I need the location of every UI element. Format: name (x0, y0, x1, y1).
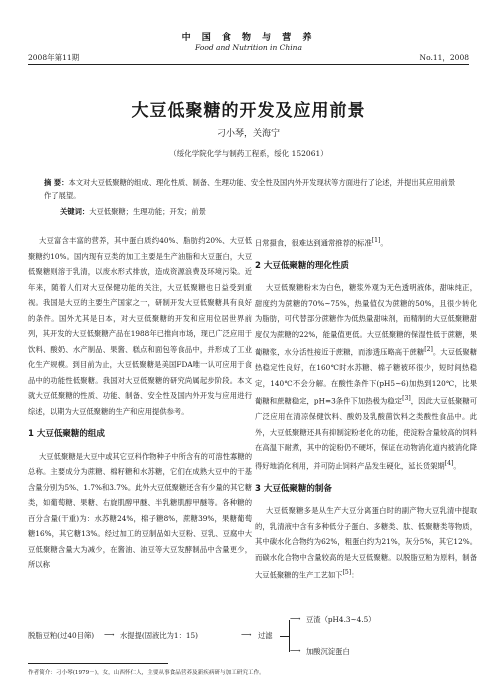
citation-ref: [5] (342, 569, 352, 577)
keywords (60, 207, 206, 217)
citation-ref: [3] (402, 395, 411, 403)
keywords-text: 大豆低聚糖；生理功能；开发；前景 (89, 207, 206, 216)
section-heading-3: 3 大豆低聚糖的制备 (255, 483, 332, 494)
right-column (255, 233, 477, 583)
keywords-label: 关键词： (60, 207, 90, 216)
flow-output-protein: 加酸沉淀蛋白 (306, 647, 350, 656)
properties-text-c: ，因此大豆低聚糖可广泛应用在清凉保健饮料、酸奶及乳酸菌饮料之类酸性食品中。此外，大豆低聚糖还具有抑制淀粉老化的功能，使淀粉含量较高的饲料在高温下耐煮，其中的淀粉仍不硬坏，保证在动物消化道内被消化降得好地消化利用，并可防止饲料产品发生硬化，延长货架期 (255, 396, 477, 471)
composition-paragraph: 大豆低聚糖是大豆中或其它豆科作物种子中所含有的可溶性寡糖的总称。主要成分为蔗糖、棉籽糖和水苏糖，它们在成熟大豆中的干基含量分别为5%、1.7%和3.7%。此外大豆低聚糖还含有少量的其它糖类，如葡萄糖、果糖、右旋肌醇甲醚、半乳糖肌醇甲醚等。各种糖的百分含量(干重)为：水苏糖24%，棉子糖8%，蔗糖39%，果糖葡萄糖16%，其它糖13%。经过加工的豆制品如大豆粉、豆乳、豆腐中大豆低聚糖含量大为减少，在酱油、油豆等大豆发酵制品中含量更少，所以称 (28, 451, 252, 569)
properties-text-b: 。大豆低聚糖热稳定性良好，在160℃时水苏糖、棉子糖被环很少，短时间热稳定，140℃不会分解。在酸性条件下(pH5~6)加热到120℃，比果葡糖和蔗糖稳定，pH=3条件下加热极为稳定 (255, 347, 478, 406)
flow-arrow-4: ⟶ (290, 646, 301, 655)
section-heading-2: 2 大豆低聚糖的理化性质 (255, 260, 349, 271)
article-affiliation: （绥化学院化学与制药工程系，绥化 152061） (169, 149, 328, 158)
footnote-rule (28, 663, 168, 664)
citation-ref: [2] (424, 346, 433, 354)
preparation-text: 大豆低聚糖多是从生产大豆分离蛋白时的副产物大豆乳清中提取的，乳清液中含有多种低分子蛋白、多糖类、肽、低聚糖类等物质，其中碳水化合物约为62%，粗蛋白约为21%，灰分5%，其它12%。而碳水化合物中含量较高的是大豆低聚糖。以脱脂豆粕为原料，制备大豆低聚糖的生产工艺如下 (255, 506, 477, 580)
flow-arrow-3: ⟶ (290, 614, 301, 623)
header-rule (28, 64, 469, 65)
left-column (28, 233, 252, 573)
issue-label: 2008年第11期 (28, 53, 80, 62)
flow-arrow-2: ⟶ (241, 630, 252, 639)
flow-step-water-extraction: 水提提(固液比为1：15) (120, 631, 198, 640)
intro-paragraph: 大豆富含丰富的营养，其中蛋白质约40%、脂肪约20%、大豆低聚糖约10%。国内现有豆类的加工主要是生产油脂和大豆蛋白，大豆低聚糖则溶于乳清，以废水形式排放，造成资源浪费及环境污染。近年来，随着人们对大豆保健功能的关注，大豆低聚糖也日益受到重视。我国是大豆的主要生产国家之一，研制开发大豆低聚糖具有良好的条件。国外尤其是日本，对大豆低聚糖的开发和应用位居世界前列，其开发的大豆低聚糖产品在1988年已推向市场，现已广泛应用于饮料、酸奶、水产制品、果酱、糕点和面包等食品中，并形成了工业化生产规模。到目前为止，大豆低聚糖是美国FDA唯一认可应用于食品中的功能性低聚糖。我国对大豆低聚糖的研究尚属起步阶段。本文就大豆低聚糖的性质、功能、制备、安全性及国内外开发与应用进行综述，以期为大豆低聚糖的生产和应用提供参考。 (28, 236, 252, 416)
journal-title-en: Food and Nutrition in China (195, 43, 302, 52)
flow-step-defatted-meal: 脱脂豆粕(过40目筛) (28, 631, 95, 640)
flow-arrow-1: ⟶ (104, 630, 115, 639)
preparation-end: ： (351, 570, 359, 580)
section-heading-1: 1 大豆低聚糖的组成 (28, 429, 105, 439)
article-authors: 刁小琴，关海宁 (216, 129, 280, 139)
abstract-label: 摘 要： (44, 178, 69, 187)
journal-title-cn: 中 国 食 物 与 营 养 (181, 33, 316, 43)
article-title: 大豆低聚糖的开发及应用前景 (131, 101, 366, 121)
issue-number: No.11，2008 (419, 53, 469, 62)
author-footnote: 作者简介：刁小琴(1979－)，女，山西怀仁人，主要从事食品营养及新疾病研与加工研究工作。 (28, 670, 265, 676)
continuation-end: 。 (380, 238, 388, 248)
citation-ref: [1] (371, 237, 381, 244)
properties-paragraph (255, 280, 477, 473)
citation-ref: [4] (444, 459, 454, 467)
properties-text-d: 。 (453, 461, 461, 471)
abstract-text: 本文对大豆低聚糖的组成、理化性质、制备、生理功能、安全性及国内外开发现状等方面进行了论述，并提出其应用前景作了展望。 (44, 178, 456, 200)
preparation-paragraph (255, 503, 477, 583)
abstract (44, 176, 459, 202)
properties-text-a: 大豆低聚糖粉末为白色，糖浆外观为无色透明液体，甜味纯正，甜度约为蔗糖的70%~75%，热量值仅为蔗糖的50%，且很少转化为脂肪，可代替部分蔗糖作为低热量甜味剂，而精制的大豆低聚糖甜度仅为蔗糖的22%，能量值更低。大豆低聚糖的保湿性低于蔗糖，果葡糖浆，水分活性接近于蔗糖，而渗透压略高于蔗糖 (255, 283, 477, 357)
flow-output-residue: 豆渣（pH4.3~4.5） (306, 615, 376, 624)
continuation-text: 日常摄食，很难达到通常推荐的标准 (255, 238, 372, 248)
continuation-paragraph (255, 233, 477, 251)
flow-step-filtration: 过滤 (258, 631, 273, 640)
